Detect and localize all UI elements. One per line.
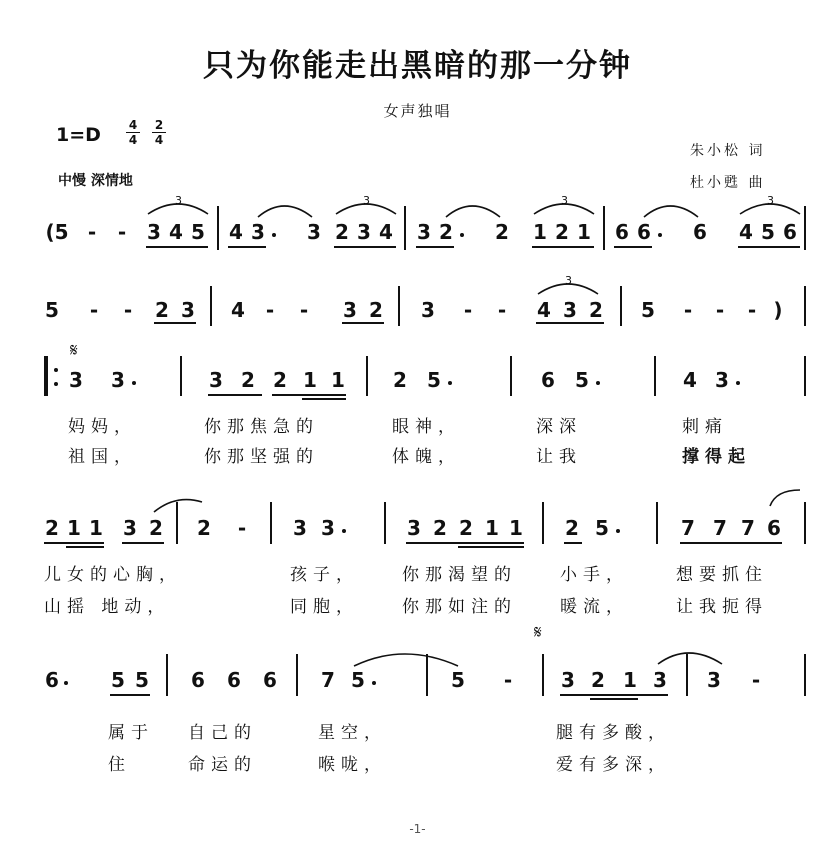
note: (5 [45,220,69,244]
note: 7 [321,668,335,692]
tie-slur [764,482,804,512]
note: - [123,298,133,322]
note: 3 [111,368,125,392]
note: 5 [595,516,609,540]
note: - [237,516,247,540]
augmentation-dot [342,529,346,533]
tie-slur [640,195,710,225]
beam [532,246,594,248]
lyric-verse-1: 你那焦急的 [204,417,319,437]
note: 2 [495,220,509,244]
note: 2 [335,220,349,244]
note: 5 [641,298,655,322]
beam [342,322,384,324]
tie-slur [150,488,210,518]
composer-credit: 杜小甦 曲 [690,175,766,191]
lyric-verse-1: 星空， [318,723,387,743]
note: 6 [263,668,277,692]
note: 2 [197,516,211,540]
bar-line [398,286,400,326]
note: - [117,220,127,244]
lyric-verse-2: 让我扼得 [676,597,768,617]
beam [680,542,782,544]
note: 6 [637,220,651,244]
note: 3 [307,220,321,244]
beam [590,698,638,700]
note: 2 [273,368,287,392]
note: 6 [783,220,797,244]
beam [458,546,524,548]
lyric-verse-2: 山摇 地动， [44,597,171,617]
beam [146,246,208,248]
lyric-verse-2: 祖国， [68,447,137,467]
augmentation-dot [64,681,68,685]
beam [738,246,800,248]
note: 3 [123,516,137,540]
svg-text:3: 3 [175,194,182,207]
note: 4 [739,220,753,244]
note: 5 [111,668,125,692]
note: 6 [767,516,781,540]
lyric-verse-2: 让我 [536,447,582,467]
note: 3 [357,220,371,244]
tie-slur [254,195,324,225]
note: - [89,298,99,322]
note: - [265,298,275,322]
beam [406,542,524,544]
note: 3 [707,668,721,692]
note: 3 [293,516,307,540]
note: 6 [45,668,59,692]
note: 5 [427,368,441,392]
triplet-slur [140,190,220,220]
note: - [503,668,513,692]
note: 2 [155,298,169,322]
beam [302,398,346,400]
note: 3 [181,298,195,322]
lyricist-credit: 朱小松 词 [690,143,766,159]
tie-slur [340,632,470,672]
note: 5 [761,220,775,244]
repeat-dot [54,368,58,372]
lyric-verse-1: 腿有多酸， [556,723,671,743]
bar-line [654,356,656,396]
bar-line [542,502,544,544]
lyric-verse-2: 暖流， [560,597,629,617]
lyric-verse-2: 撑得起 [682,447,751,467]
note: 7 [713,516,727,540]
beam [614,246,652,248]
svg-text:3: 3 [767,194,774,207]
note: 2 [149,516,163,540]
augmentation-dot [272,233,276,237]
beam [110,694,150,696]
beam [560,694,668,696]
bar-line [166,654,168,696]
note: 3 [561,668,575,692]
note: 4 [537,298,551,322]
note: 4 [169,220,183,244]
note: 3 [421,298,435,322]
key-signature: 1=D [56,124,101,146]
lyric-verse-2: 同胞， [290,597,359,617]
lyric-verse-2: 住 [108,755,131,775]
note: - [463,298,473,322]
song-title: 只为你能走出黑暗的那一分钟 [203,48,632,84]
note: 4 [379,220,393,244]
note: 2 [591,668,605,692]
lyric-verse-1: 你那渴望的 [402,565,517,585]
note: 6 [615,220,629,244]
note: 5 [451,668,465,692]
lyric-verse-2: 你那如注的 [402,597,517,617]
note: 6 [191,668,205,692]
beam [228,246,266,248]
bar-line [296,654,298,696]
note: 5 [45,298,59,322]
lyric-verse-1: 孩子， [290,565,359,585]
bar-line [180,356,182,396]
bar-line [384,502,386,544]
note: 1 [89,516,103,540]
bar-line [366,356,368,396]
beam [334,246,396,248]
lyric-verse-1: 想要抓住 [676,565,768,585]
note: 1 [331,368,345,392]
note: 1 [67,516,81,540]
note: - [497,298,507,322]
bar-line [804,502,806,544]
beam [122,542,164,544]
note: 3 [343,298,357,322]
triplet-slur [732,190,812,220]
note: 3 [69,368,83,392]
note: 2 [439,220,453,244]
note: 6 [227,668,241,692]
note: 2 [589,298,603,322]
bar-line [804,356,806,396]
augmentation-dot [658,233,662,237]
note: - [87,220,97,244]
note: 2 [369,298,383,322]
note: 4 [683,368,697,392]
beam [536,322,604,324]
lyric-verse-2: 爱有多深， [556,755,671,775]
tie-slur [644,630,734,670]
tempo-marking: 中慢 深情地 [58,173,133,189]
note: 5 [135,668,149,692]
note: 6 [693,220,707,244]
note: 3 [209,368,223,392]
bar-line [210,286,212,326]
augmentation-dot [372,681,376,685]
page-number: -1- [409,822,426,836]
bar-line [656,502,658,544]
lyric-verse-2: 喉咙， [318,755,387,775]
note: 2 [565,516,579,540]
note: 3 [147,220,161,244]
lyric-verse-1: 妈妈， [68,417,137,437]
triplet-slur [526,190,606,220]
note: 5 [575,368,589,392]
note: 3 [563,298,577,322]
lyric-verse-1: 眼神， [392,417,461,437]
repeat-dot [54,382,58,386]
note: 1 [485,516,499,540]
note: - [683,298,693,322]
time-signature-2-4: 2 4 [152,118,166,147]
lyric-verse-1: 属于 [108,723,154,743]
note: ) [773,298,783,322]
bar-line [510,356,512,396]
bar-line [804,286,806,326]
augmentation-dot [596,381,600,385]
note: 2 [459,516,473,540]
note: 5 [191,220,205,244]
note: - [299,298,309,322]
tie-slur [442,195,512,225]
note: 5 [351,668,365,692]
time-signature-4-4: 4 4 [126,118,140,147]
augmentation-dot [132,381,136,385]
segno-icon: 𝄋 [534,622,542,643]
note: 3 [321,516,335,540]
bar-line [620,286,622,326]
note: 3 [251,220,265,244]
lyric-verse-1: 刺痛 [682,417,728,437]
note: 6 [541,368,555,392]
lyric-verse-2: 你那坚强的 [204,447,319,467]
bar-line [804,654,806,696]
note: 3 [653,668,667,692]
note: 3 [417,220,431,244]
note: 3 [407,516,421,540]
note: 1 [577,220,591,244]
note: 7 [741,516,755,540]
note: 3 [715,368,729,392]
beam [208,394,262,396]
note: 2 [393,368,407,392]
note: - [751,668,761,692]
note: 2 [555,220,569,244]
svg-text:3: 3 [561,194,568,207]
beam [272,394,346,396]
augmentation-dot [736,381,740,385]
note: 4 [229,220,243,244]
note: 4 [231,298,245,322]
note: 2 [433,516,447,540]
augmentation-dot [448,381,452,385]
lyric-verse-2: 命运的 [188,755,257,775]
note: 1 [303,368,317,392]
note: 2 [45,516,59,540]
note: 1 [533,220,547,244]
note: - [715,298,725,322]
note: - [747,298,757,322]
note: 2 [241,368,255,392]
beam [154,322,196,324]
beam [416,246,454,248]
augmentation-dot [460,233,464,237]
segno-icon: 𝄋 [70,340,78,361]
augmentation-dot [616,529,620,533]
lyric-verse-1: 儿女的心胸， [44,565,182,585]
lyric-verse-2: 体魄， [392,447,461,467]
bar-line [542,654,544,696]
bar-line [270,502,272,544]
triplet-slur [530,268,610,298]
repeat-start-bar [44,356,48,396]
beam [44,542,104,544]
beam [66,546,104,548]
beam [564,542,582,544]
triplet-slur [328,190,408,220]
note: 1 [509,516,523,540]
note: 7 [681,516,695,540]
svg-text:3: 3 [363,194,370,207]
lyric-verse-1: 自己的 [188,723,257,743]
lyric-verse-1: 小手， [560,565,629,585]
svg-text:3: 3 [565,274,572,287]
lyric-verse-1: 深深 [536,417,582,437]
note: 1 [623,668,637,692]
performance-note: 女声独唱 [383,102,452,120]
